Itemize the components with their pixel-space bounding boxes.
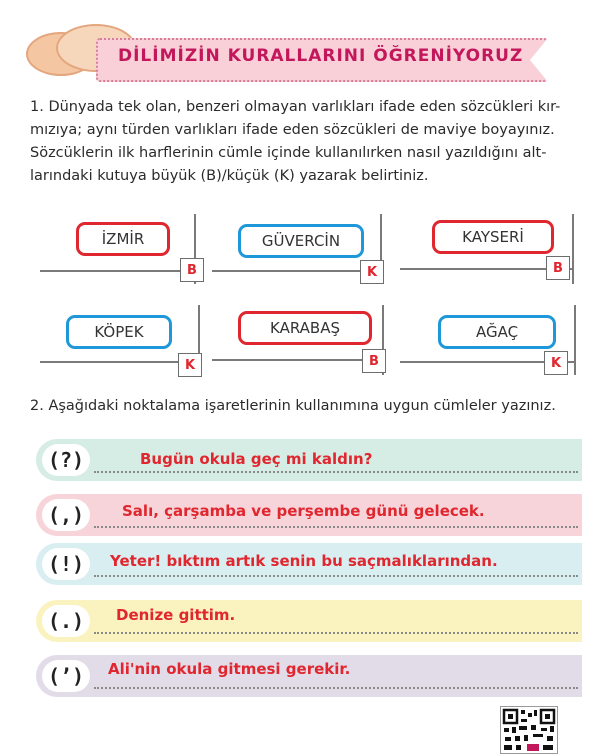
writing-line — [94, 575, 578, 577]
case-answer-box[interactable]: B — [180, 258, 204, 282]
word-box[interactable]: KÖPEK — [66, 315, 172, 349]
question-2: 2. Aşağıdaki noktalama işaretlerinin kullanımına uygun cümleler yazınız. — [30, 398, 556, 414]
word-box[interactable]: KAYSERİ — [432, 220, 554, 254]
writing-line — [94, 632, 578, 634]
question-1-line: mızıya; aynı türden varlıkları ifade eden sözcükleri de maviye boyayınız. — [30, 122, 555, 138]
sentence-strip-period — [36, 600, 582, 642]
period-label: (.) — [42, 605, 90, 637]
writing-line — [94, 687, 578, 689]
case-answer-box[interactable]: K — [544, 351, 568, 375]
word-cell — [40, 214, 200, 284]
writing-line — [94, 471, 578, 473]
qr-code-icon — [500, 706, 558, 754]
word-cell — [400, 305, 580, 375]
case-answer-box[interactable]: B — [362, 349, 386, 373]
comma-label: (,) — [42, 499, 90, 531]
sentence-strip-apostrophe — [36, 655, 582, 697]
section-header — [26, 24, 546, 86]
sentence-answer[interactable]: Denize gittim. — [116, 606, 236, 624]
sentence-answer[interactable]: Ali'nin okula gitmesi gerekir. — [108, 660, 351, 678]
sentence-answer[interactable]: Bugün okula geç mi kaldın? — [140, 450, 373, 468]
sentence-answer[interactable]: Yeter! bıktım artık senin bu saçmalıklarından. — [110, 552, 498, 570]
sentence-strip-exclamation — [36, 543, 582, 585]
word-box[interactable]: KARABAŞ — [238, 311, 372, 345]
word-cell — [400, 214, 580, 284]
question-1 — [30, 96, 585, 188]
sentence-strip-question — [36, 439, 582, 481]
case-answer-box[interactable]: B — [546, 256, 570, 280]
word-cell — [212, 214, 392, 284]
word-box[interactable]: AĞAÇ — [438, 315, 556, 349]
word-cell — [40, 305, 210, 375]
case-answer-box[interactable]: K — [178, 353, 202, 377]
question-1-line: Sözcüklerin ilk harflerinin cümle içinde kullanılırken nasıl yazıldığını alt- — [30, 145, 547, 161]
apostrophe-label: (’) — [42, 660, 90, 692]
question-mark-label: (?) — [42, 444, 90, 476]
question-1-line: larındaki kutuya büyük (B)/küçük (K) yazarak belirtiniz. — [30, 168, 429, 184]
sentence-answer[interactable]: Salı, çarşamba ve perşembe günü gelecek. — [122, 502, 485, 520]
exclamation-label: (!) — [42, 548, 90, 580]
word-box[interactable]: GÜVERCİN — [238, 224, 364, 258]
question-1-line: 1. Dünyada tek olan, benzeri olmayan varlıkları ifade eden sözcükleri kır- — [30, 99, 561, 115]
writing-line — [94, 526, 578, 528]
word-box[interactable]: İZMİR — [76, 222, 170, 256]
sentence-strip-comma — [36, 494, 582, 536]
word-cell — [212, 305, 392, 375]
section-title: DİLİMİZİN KURALLARINI ÖĞRENİYORUZ — [118, 46, 524, 66]
case-answer-box[interactable]: K — [360, 260, 384, 284]
